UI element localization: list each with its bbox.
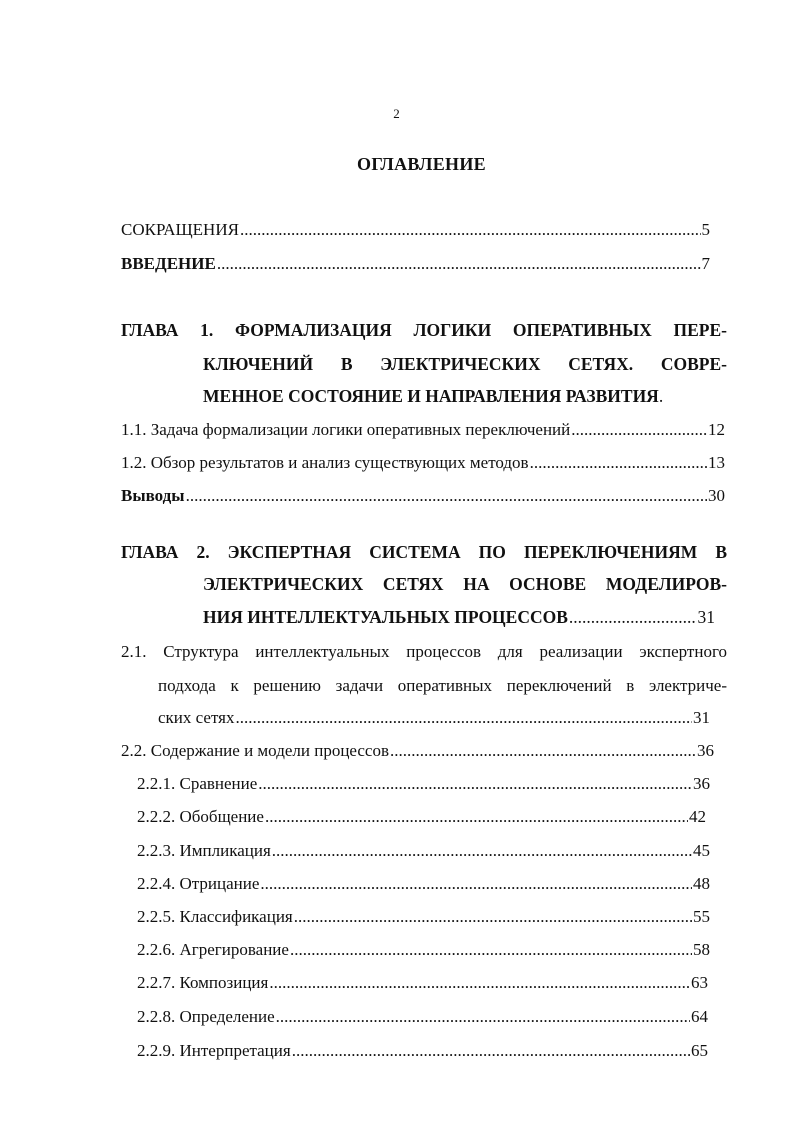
toc-entry-page: 45 [693, 841, 710, 860]
toc-leader [265, 806, 688, 828]
toc-leader [186, 485, 707, 507]
toc-entry-page: 36 [693, 774, 710, 793]
chapter-1-title-line-2[interactable]: КЛЮЧЕНИЙ В ЭЛЕКТРИЧЕСКИХ СЕТЯХ. СОВРЕ- [203, 354, 727, 374]
toc-entry-page: 31 [693, 708, 710, 727]
toc-entry-2-1-line-3[interactable] [158, 707, 710, 729]
toc-entry-2-2-5[interactable] [137, 906, 710, 928]
toc-entry-page: 64 [691, 1007, 708, 1026]
toc-entry-page: 58 [693, 940, 710, 959]
toc-entry-label: 1.2. Обзор результатов и анализ существующих методов [121, 453, 529, 472]
toc-entry-page: 12 [708, 420, 725, 439]
toc-leader [390, 740, 696, 762]
toc-entry-page: 55 [693, 907, 710, 926]
toc-entry-2-2-2[interactable] [137, 806, 706, 828]
toc-leader [276, 1006, 690, 1028]
toc-leader [240, 219, 701, 241]
toc-entry-page: 13 [708, 453, 725, 472]
toc-entry-label: 2.2. Содержание и модели процессов [121, 741, 389, 760]
chapter-1-title-text: МЕННОЕ СОСТОЯНИЕ И НАПРАВЛЕНИЯ РАЗВИТИЯ [203, 386, 659, 406]
toc-entry-2-2-8[interactable] [137, 1006, 708, 1028]
toc-entry-page: 31 [697, 607, 715, 627]
toc-leader [290, 939, 692, 961]
toc-leader [269, 972, 690, 994]
toc-entry-label: 2.2.9. Интерпретация [137, 1041, 291, 1060]
toc-entry-page: 65 [691, 1041, 708, 1060]
toc-entry-introduction[interactable] [121, 253, 710, 275]
toc-entry-label: СОКРАЩЕНИЯ [121, 220, 239, 239]
toc-entry-2-2-9[interactable] [137, 1040, 708, 1062]
toc-leader [571, 419, 707, 441]
toc-entry-label: 2.2.6. Агрегирование [137, 940, 289, 959]
toc-entry-2-2-4[interactable] [137, 873, 710, 895]
toc-entry-abbreviations[interactable] [121, 219, 710, 241]
toc-entry-2-2-6[interactable] [137, 939, 710, 961]
chapter-2-title-line-1[interactable]: ГЛАВА 2. ЭКСПЕРТНАЯ СИСТЕМА ПО ПЕРЕКЛЮЧЕНИЯМ В [121, 542, 727, 562]
toc-entry-label: 2.2.1. Сравнение [137, 774, 258, 793]
toc-entry-2-2-1[interactable] [137, 773, 710, 795]
toc-entry-page: 48 [693, 874, 710, 893]
toc-entry-2-2[interactable] [121, 740, 714, 762]
chapter-1-title-period: . [658, 386, 664, 406]
toc-entry-label: 2.2.5. Классификация [137, 907, 293, 926]
toc-entry-1-1[interactable] [121, 419, 725, 441]
toc-entry-label: 2.2.8. Определение [137, 1007, 275, 1026]
toc-entry-2-1-line-2[interactable]: подхода к решению задачи оперативных переключений в электриче- [158, 676, 727, 695]
toc-leader [260, 873, 692, 895]
toc-entry-label: 2.2.4. Отрицание [137, 874, 260, 893]
toc-leader [258, 773, 692, 795]
chapter-2-title-line-3[interactable] [203, 606, 715, 628]
chapter-2-title-line-2[interactable]: ЭЛЕКТРИЧЕСКИХ СЕТЯХ НА ОСНОВЕ МОДЕЛИРОВ- [203, 574, 727, 594]
toc-entry-2-1-line-1[interactable]: 2.1. Структура интеллектуальных процессов для реализации экспертного [121, 642, 727, 661]
toc-entry-1-2[interactable] [121, 452, 725, 474]
toc-entry-page: 36 [697, 741, 714, 760]
toc-leader [235, 707, 692, 729]
toc-entry-page: 30 [708, 486, 725, 505]
toc-entry-page: 42 [689, 807, 706, 826]
chapter-1-title-line-1[interactable]: ГЛАВА 1. ФОРМАЛИЗАЦИЯ ЛОГИКИ ОПЕРАТИВНЫХ ПЕРЕ- [121, 320, 727, 340]
toc-entry-2-2-3[interactable] [137, 840, 710, 862]
toc-entry-page: 5 [701, 220, 710, 239]
toc-entry-label: 2.2.7. Композиция [137, 973, 269, 992]
toc-entry-label: 2.2.3. Импликация [137, 841, 271, 860]
toc-entry-label: Выводы [121, 486, 185, 505]
toc-leader [530, 452, 707, 474]
toc-entry-label: 2.2.2. Обобщение [137, 807, 264, 826]
toc-entry-label: ВВЕДЕНИЕ [121, 254, 216, 273]
toc-leader [292, 1040, 690, 1062]
page-title: ОГЛАВЛЕНИЕ [357, 154, 486, 174]
toc-entry-label: ских сетях [158, 708, 235, 727]
toc-leader [294, 906, 692, 928]
toc-entry-page: 63 [691, 973, 708, 992]
chapter-2-title-text: НИЯ ИНТЕЛЛЕКТУАЛЬНЫХ ПРОЦЕССОВ [203, 607, 568, 627]
toc-entry-label: 1.1. Задача формализации логики оперативных переключений [121, 420, 571, 439]
toc-leader [217, 253, 701, 275]
toc-leader [272, 840, 692, 862]
chapter-1-title-line-3[interactable] [203, 385, 727, 407]
page-number: 2 [393, 106, 400, 121]
toc-entry-page: 7 [701, 254, 710, 273]
toc-entry-2-2-7[interactable] [137, 972, 708, 994]
toc-entry-conclusions-1[interactable] [121, 485, 725, 507]
toc-leader [569, 606, 697, 628]
